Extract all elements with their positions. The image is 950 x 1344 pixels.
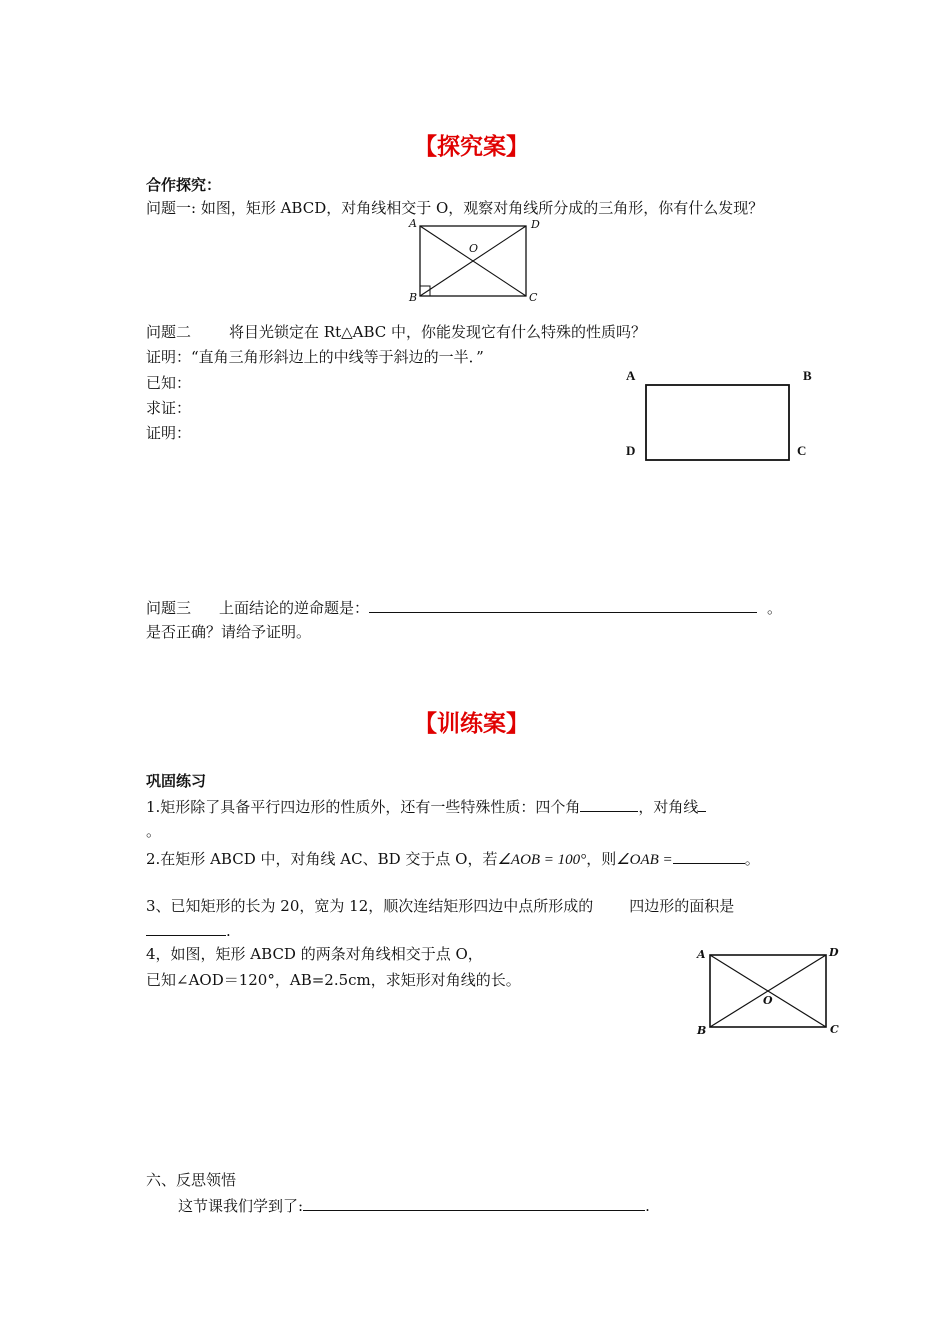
ex3-answer-blank[interactable] xyxy=(146,921,226,936)
exercise-4-line-2: 已知∠AOD＝120°，AB=2.5cm，求矩形对角线的长。 xyxy=(146,971,521,989)
ex3-text-a: 3、已知矩形的长为 20，宽为 12，顺次连结矩形四边中点所形成的 xyxy=(146,897,594,915)
question-2 xyxy=(146,323,646,341)
fig2-label-b: B xyxy=(803,368,812,383)
ex2-math-oab: ∠OAB = xyxy=(616,852,673,868)
ex3-text-b: 四边形的面积是 xyxy=(629,897,735,915)
q3-end: 。 xyxy=(767,599,783,617)
ex1-text-a: 1.矩形除了具备平行四边形的性质外，还有一些特殊性质：四个角 xyxy=(146,798,581,816)
q2-text: 将目光锁定在 Rt△ABC 中，你能发现它有什么特殊的性质吗？ xyxy=(229,323,647,341)
exercise-4-line-1: 4，如图，矩形 ABCD 的两条对角线相交于点 O， xyxy=(146,945,483,963)
fig1-label-b: B xyxy=(409,291,418,304)
fig1-label-o: O xyxy=(469,242,479,255)
q3-follow: 是否正确？请给予证明。 xyxy=(146,623,312,641)
ex2-end: 。 xyxy=(744,850,760,868)
question-1: 问题一: 如图，矩形 ABCD，对角线相交于 O，观察对角线所分成的三角形，你有什么发现？ xyxy=(146,199,764,217)
explore-section-title: 【探究案】 xyxy=(414,134,529,160)
fig2-label-c: C xyxy=(797,443,807,458)
fig3-label-d: D xyxy=(829,946,839,959)
reflect-heading: 六、反思领悟 xyxy=(146,1171,237,1189)
q2-label: 问题二 xyxy=(146,323,192,341)
ex2-text-a: 2.在矩形 ABCD 中，对角线 AC、BD 交于点 O，若 xyxy=(146,850,498,868)
given-label: 已知： xyxy=(146,374,192,392)
rectangle-diagonals-figure-1 xyxy=(400,214,550,310)
ex1-blank-angles[interactable] xyxy=(580,797,638,812)
rectangle-diagonals-figure-3 xyxy=(700,946,836,1036)
ex1-blank-diagonals[interactable] xyxy=(698,797,706,812)
q3-label: 问题三 xyxy=(146,599,192,617)
ex3-end: . xyxy=(226,922,231,940)
fig2-label-d: D xyxy=(626,443,636,458)
reflect-answer-blank[interactable] xyxy=(303,1196,645,1211)
prove-label: 求证： xyxy=(146,399,192,417)
ex1-text-b: ，对角线 xyxy=(638,798,699,816)
exercise-1 xyxy=(146,797,706,816)
consolidate-heading: 巩固练习 xyxy=(146,772,207,790)
rectangle-figure-2 xyxy=(640,380,800,464)
exercise-3 xyxy=(146,897,734,915)
fig1-label-c: C xyxy=(529,291,538,304)
coop-heading: 合作探究： xyxy=(146,176,222,194)
training-section-title: 【训练案】 xyxy=(414,711,529,737)
fig1-label-d: D xyxy=(531,218,540,231)
proof-label: 证明： xyxy=(146,424,192,442)
fig2-label-a: A xyxy=(626,368,636,383)
fig3-label-o: O xyxy=(763,994,773,1007)
fig3-label-c: C xyxy=(830,1023,839,1036)
ex2-text-b: ，则 xyxy=(586,850,617,868)
reflect-end: . xyxy=(645,1197,650,1215)
fig3-label-b: B xyxy=(697,1024,707,1037)
q3-answer-blank[interactable] xyxy=(369,598,757,613)
ex2-math-aob: ∠AOB = 100° xyxy=(497,852,587,868)
question-3 xyxy=(146,598,782,617)
proof-statement: 证明：“直角三角形斜边上的中线等于斜边的一半．” xyxy=(146,348,484,366)
reflect-text: 这节课我们学到了: xyxy=(178,1197,304,1215)
ex3-answer-line xyxy=(146,921,231,940)
reflect-line xyxy=(178,1196,650,1215)
fig1-label-a: A xyxy=(409,217,417,230)
q3-text: 上面结论的逆命题是： xyxy=(219,599,370,617)
fig3-label-a: A xyxy=(697,948,706,961)
ex1-end: 。 xyxy=(146,822,162,840)
ex2-answer-blank[interactable] xyxy=(673,849,745,864)
rectangle-abcd-2 xyxy=(646,385,789,460)
exercise-2 xyxy=(146,849,760,869)
